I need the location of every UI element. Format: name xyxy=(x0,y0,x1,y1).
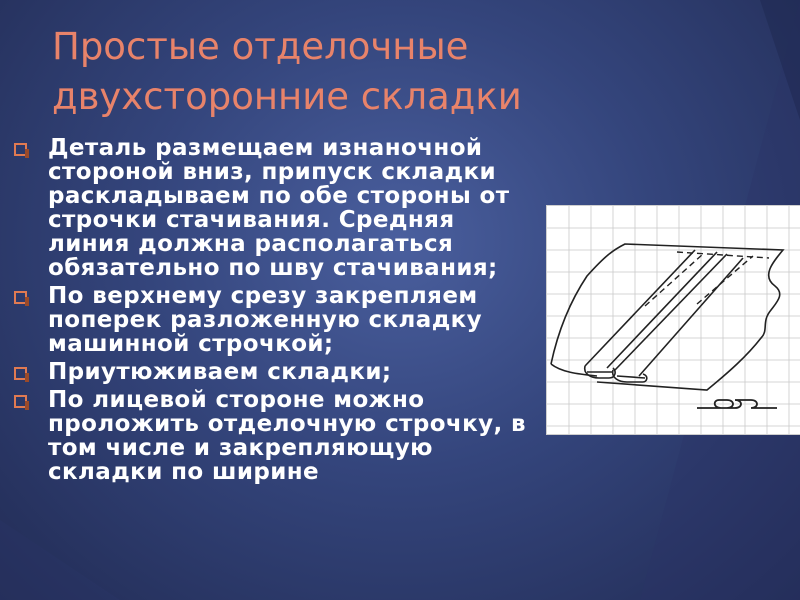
pleat-sewing-diagram xyxy=(547,206,800,434)
bullet-text: По лицевой стороне можно проложить отделочную строчку, в том числе и закрепляющую складки по ширине xyxy=(48,387,527,485)
title-line-2: двухсторонние складки xyxy=(52,75,522,118)
slide-title xyxy=(52,22,652,122)
bullet-item xyxy=(14,360,534,384)
bullet-text: Приутюживаем складки; xyxy=(48,359,392,385)
bullet-item xyxy=(14,136,534,280)
title-line-1: Простые отделочные xyxy=(52,25,469,68)
bullet-item xyxy=(14,284,534,356)
square-bullet-icon xyxy=(14,143,27,156)
pleat-diagram-image xyxy=(546,205,800,435)
bullet-text: Деталь размещаем изнаночной стороной вниз, припуск складки раскладываем по обе стороны от строчки стачивания. Средняя линия должна располагаться обязательно по шву стачивания; xyxy=(48,135,510,281)
square-bullet-icon xyxy=(14,367,27,380)
bullet-list xyxy=(14,136,534,488)
fabric-outline xyxy=(551,244,783,390)
square-bullet-icon xyxy=(14,395,27,408)
bullet-item xyxy=(14,388,534,484)
square-bullet-icon xyxy=(14,291,27,304)
diagram-grid xyxy=(547,206,800,434)
bullet-text: По верхнему срезу закрепляем поперек разложенную складку машинной строчкой; xyxy=(48,283,483,357)
